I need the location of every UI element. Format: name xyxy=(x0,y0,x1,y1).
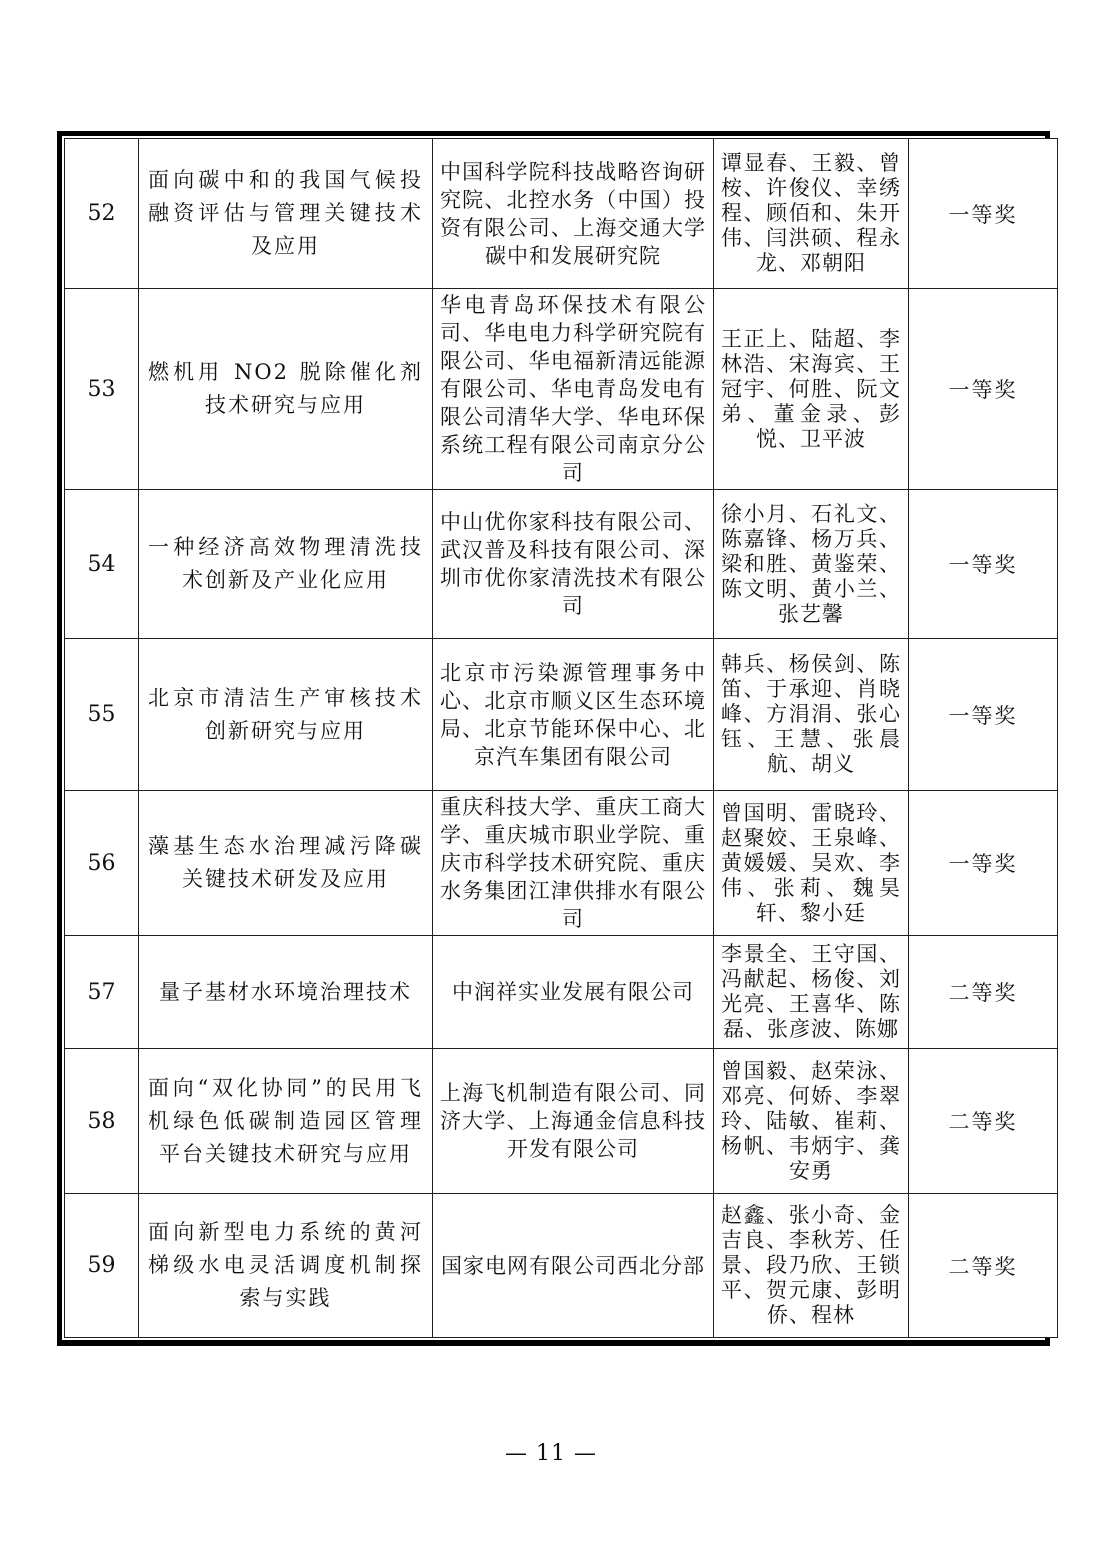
row-number-cell: 57 xyxy=(65,936,139,1049)
row-number-cell: 55 xyxy=(65,639,139,791)
award-level-cell: 一等奖 xyxy=(909,791,1058,936)
page-number: — 11 — xyxy=(505,1441,597,1466)
table-row xyxy=(65,639,1058,791)
award-level-cell: 一等奖 xyxy=(909,639,1058,791)
award-level-cell: 二等奖 xyxy=(909,1049,1058,1194)
project-name-cell: 一种经济高效物理清洗技术创新及产业化应用 xyxy=(139,490,433,639)
participants-cell: 徐小月、石礼文、陈嘉锋、杨万兵、梁和胜、黄鉴荣、陈文明、黄小兰、张艺馨 xyxy=(714,490,909,639)
organizations-cell: 华电青岛环保技术有限公司、华电电力科学研究院有限公司、华电福新清远能源有限公司、华电青岛发电有限公司清华大学、华电环保系统工程有限公司南京分公司 xyxy=(433,289,714,490)
row-number-cell: 54 xyxy=(65,490,139,639)
table-row xyxy=(65,490,1058,639)
organizations-cell: 国家电网有限公司西北分部 xyxy=(433,1194,714,1338)
table-row xyxy=(65,1049,1058,1194)
organizations-cell: 上海飞机制造有限公司、同济大学、上海通金信息科技开发有限公司 xyxy=(433,1049,714,1194)
award-level-cell: 一等奖 xyxy=(909,289,1058,490)
row-number-cell: 59 xyxy=(65,1194,139,1338)
award-level-cell: 一等奖 xyxy=(909,490,1058,639)
table-row xyxy=(65,289,1058,490)
participants-cell: 王正上、陆超、李林浩、宋海宾、王冠宇、何胜、阮文弟、董金录、彭悦、卫平波 xyxy=(714,289,909,490)
participants-cell: 韩兵、杨侯剑、陈笛、于承迎、肖晓峰、方涓涓、张心钰、王慧、张晨航、胡义 xyxy=(714,639,909,791)
project-name-cell: 北京市清洁生产审核技术创新研究与应用 xyxy=(139,639,433,791)
organizations-cell: 重庆科技大学、重庆工商大学、重庆城市职业学院、重庆市科学技术研究院、重庆水务集团江津供排水有限公司 xyxy=(433,791,714,936)
project-name-cell: 燃机用 NO2 脱除催化剂技术研究与应用 xyxy=(139,289,433,490)
organizations-cell: 北京市污染源管理事务中心、北京市顺义区生态环境局、北京节能环保中心、北京汽车集团有限公司 xyxy=(433,639,714,791)
participants-cell: 李景全、王守国、冯献起、杨俊、刘光亮、王喜华、陈磊、张彦波、陈娜 xyxy=(714,936,909,1049)
row-number-cell: 53 xyxy=(65,289,139,490)
participants-cell: 赵鑫、张小奇、金吉良、李秋芳、任景、段乃欣、王锁平、贺元康、彭明侨、程林 xyxy=(714,1194,909,1338)
project-name-cell: 藻基生态水治理减污降碳关键技术研发及应用 xyxy=(139,791,433,936)
project-name-cell: 量子基材水环境治理技术 xyxy=(139,936,433,1049)
project-name-cell: 面向新型电力系统的黄河梯级水电灵活调度机制探索与实践 xyxy=(139,1194,433,1338)
project-name-cell: 面向碳中和的我国气候投融资评估与管理关键技术及应用 xyxy=(139,139,433,289)
organizations-cell: 中润祥实业发展有限公司 xyxy=(433,936,714,1049)
table-row xyxy=(65,1194,1058,1338)
participants-cell: 谭显春、王毅、曾桉、许俊仪、幸绣程、顾佰和、朱开伟、闫洪硕、程永龙、邓朝阳 xyxy=(714,139,909,289)
organizations-cell: 中山优你家科技有限公司、武汉普及科技有限公司、深圳市优你家清洗技术有限公司 xyxy=(433,490,714,639)
row-number-cell: 58 xyxy=(65,1049,139,1194)
project-name-cell: 面向“双化协同”的民用飞机绿色低碳制造园区管理平台关键技术研究与应用 xyxy=(139,1049,433,1194)
award-level-cell: 二等奖 xyxy=(909,936,1058,1049)
table-row xyxy=(65,139,1058,289)
awards-table xyxy=(64,138,1058,1338)
organizations-cell: 中国科学院科技战略咨询研究院、北控水务（中国）投资有限公司、上海交通大学碳中和发展研究院 xyxy=(433,139,714,289)
participants-cell: 曾国明、雷晓玲、赵聚姣、王泉峰、黄媛媛、吴欢、李伟、张莉、魏昊轩、黎小廷 xyxy=(714,791,909,936)
table-row xyxy=(65,936,1058,1049)
row-number-cell: 52 xyxy=(65,139,139,289)
participants-cell: 曾国毅、赵荣泳、邓亮、何娇、李翠玲、陆敏、崔莉、杨帆、韦炳宇、龚安勇 xyxy=(714,1049,909,1194)
award-level-cell: 二等奖 xyxy=(909,1194,1058,1338)
awards-table-frame xyxy=(57,131,1050,1346)
table-row xyxy=(65,791,1058,936)
award-level-cell: 一等奖 xyxy=(909,139,1058,289)
row-number-cell: 56 xyxy=(65,791,139,936)
